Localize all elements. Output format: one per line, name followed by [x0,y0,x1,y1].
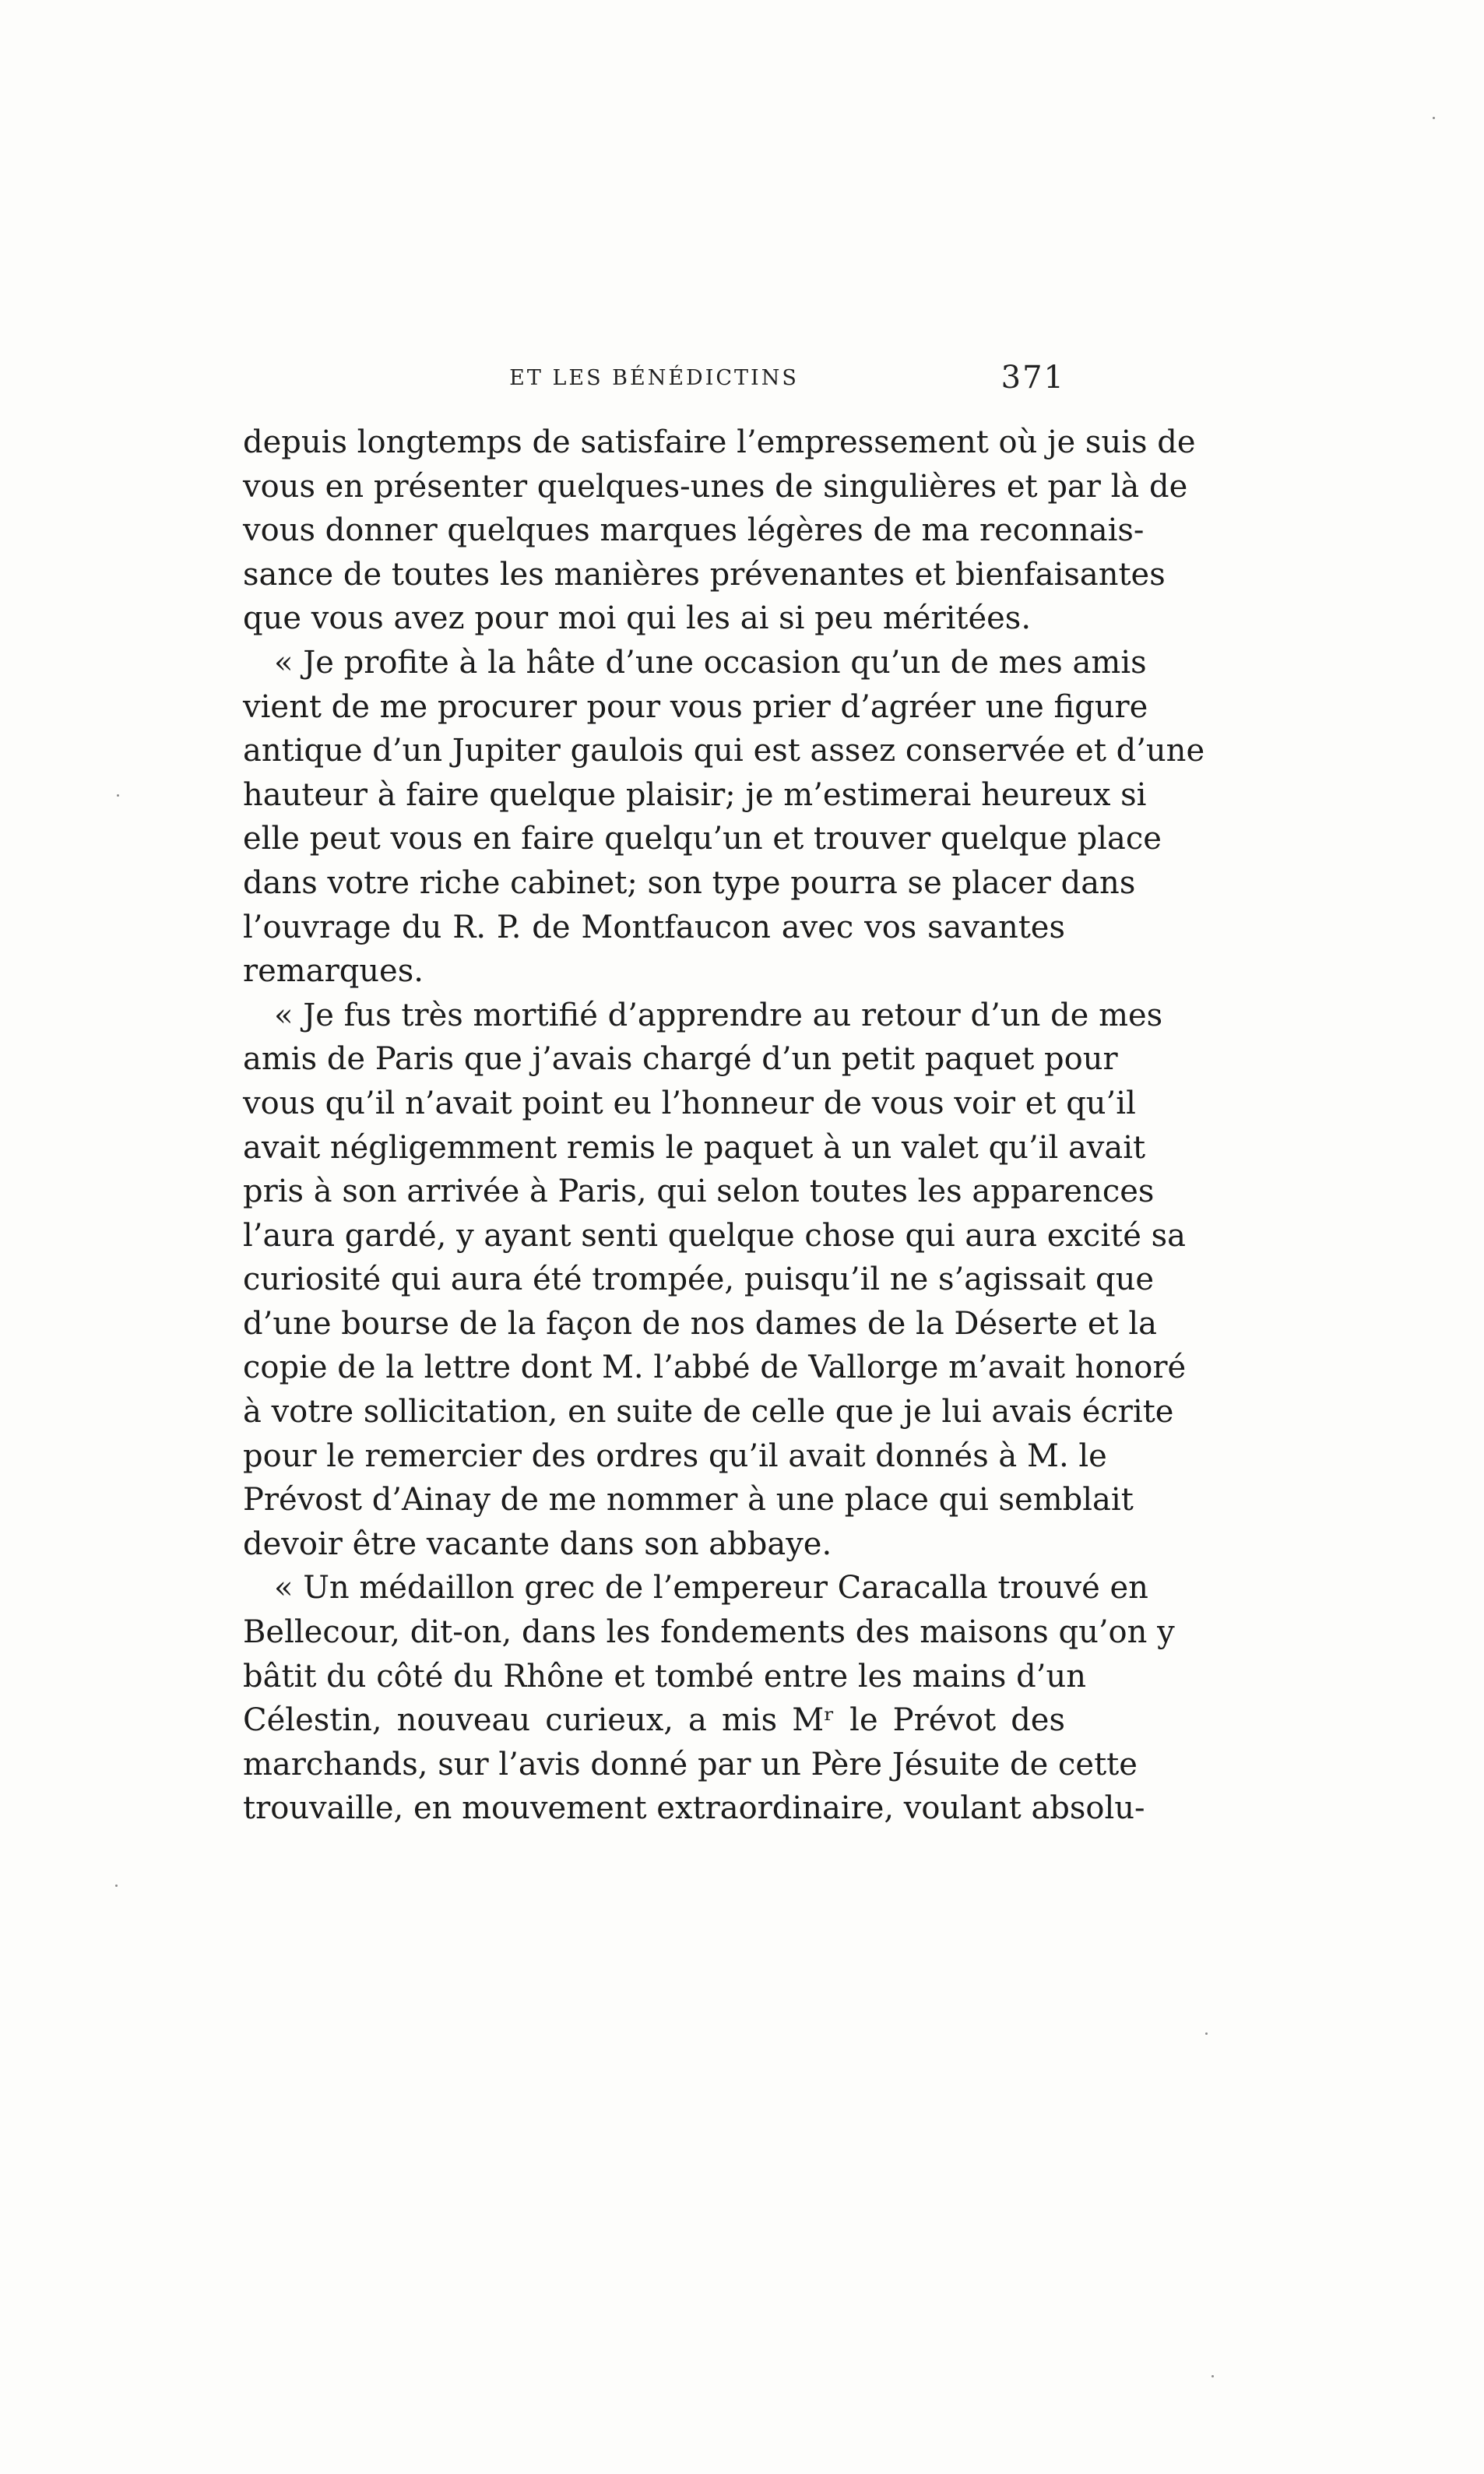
text-line: bâtit du côté du Rhône et tombé entre les mains d’un [243,1658,1087,1694]
text-line: curiosité qui aura été trompée, puisqu’il ne s’agissait que [243,1262,1155,1298]
text-line: vous donner quelques marques légères de ma reconnais- [243,512,1145,549]
text-line: vous en présenter quelques-unes de singulières et par là de [243,468,1188,505]
body-text [243,421,1205,1831]
paragraph-start-line: « Je fus très mortifié d’apprendre au retour d’un de mes [274,997,1163,1033]
text-line: Prévost d’Ainay de me nommer à une place qui semblait [243,1482,1134,1519]
text-line: dans votre riche cabinet; son type pourra se placer dans [243,864,1136,901]
paragraph-start-line: « Un médaillon grec de l’empereur Caracalla trouvé en [274,1570,1148,1607]
text-line: vient de me procurer pour vous prier d’agréer une figure [243,688,1148,725]
scan-speck [1211,2375,1214,2377]
text-line: que vous avez pour moi qui les ai si peu méritées. [243,600,1032,637]
text-line: sance de toutes les manières prévenantes et bienfaisantes [243,556,1166,593]
text-line: copie de la lettre dont M. l’abbé de Vallorge m’avait honoré [243,1350,1187,1386]
text-line: elle peut vous en faire quelqu’un et trouver quelque place [243,821,1162,857]
text-line: l’ouvrage du R. P. de Montfaucon avec vos savantes [243,909,1065,945]
text-line: pris à son arrivée à Paris, qui selon toutes les apparences [243,1174,1155,1210]
scan-speck [1433,117,1435,119]
text-line: pour le remercier des ordres qu’il avait donnés à M. le [243,1438,1107,1474]
text-line: Célestin, nouveau curieux, a mis Mʳ le Prévot des [243,1702,1065,1739]
text-line: hauteur à faire quelque plaisir; je m’estimerai heureux si [243,776,1147,813]
paragraph-start-line: « Je profite à la hâte d’une occasion qu’un de mes amis [274,644,1147,681]
running-title: ET LES BÉNÉDICTINS [509,366,799,390]
text-line: vous qu’il n’avait point eu l’honneur de vous voir et qu’il [243,1085,1136,1121]
text-line: à votre sollicitation, en suite de celle que je lui avais écrite [243,1394,1174,1431]
text-line: d’une bourse de la façon de nos dames de la Déserte et la [243,1305,1158,1342]
text-line: avait négligemment remis le paquet à un valet qu’il avait [243,1129,1146,1166]
text-line: amis de Paris que j’avais chargé d’un petit paquet pour [243,1041,1118,1078]
scan-speck [117,794,119,797]
text-line: trouvaille, en mouvement extraordinaire, voulant absolu- [243,1790,1145,1827]
text-line: l’aura gardé, y ayant senti quelque chose qui aura excité sa [243,1217,1186,1254]
page-number: 371 [1000,360,1065,396]
text-line: Bellecour, dit-on, dans les fondements des maisons qu’on y [243,1614,1175,1651]
scan-speck [115,1885,118,1887]
text-line: remarques. [243,953,424,990]
running-head [243,360,1065,406]
text-line: devoir être vacante dans son abbaye. [243,1526,832,1562]
text-line: antique d’un Jupiter gaulois qui est assez conservée et d’une [243,733,1205,769]
text-line: depuis longtemps de satisfaire l’empressement où je suis de [243,424,1196,460]
text-line: marchands, sur l’avis donné par un Père Jésuite de cette [243,1746,1138,1782]
scan-speck [1205,2032,1208,2035]
